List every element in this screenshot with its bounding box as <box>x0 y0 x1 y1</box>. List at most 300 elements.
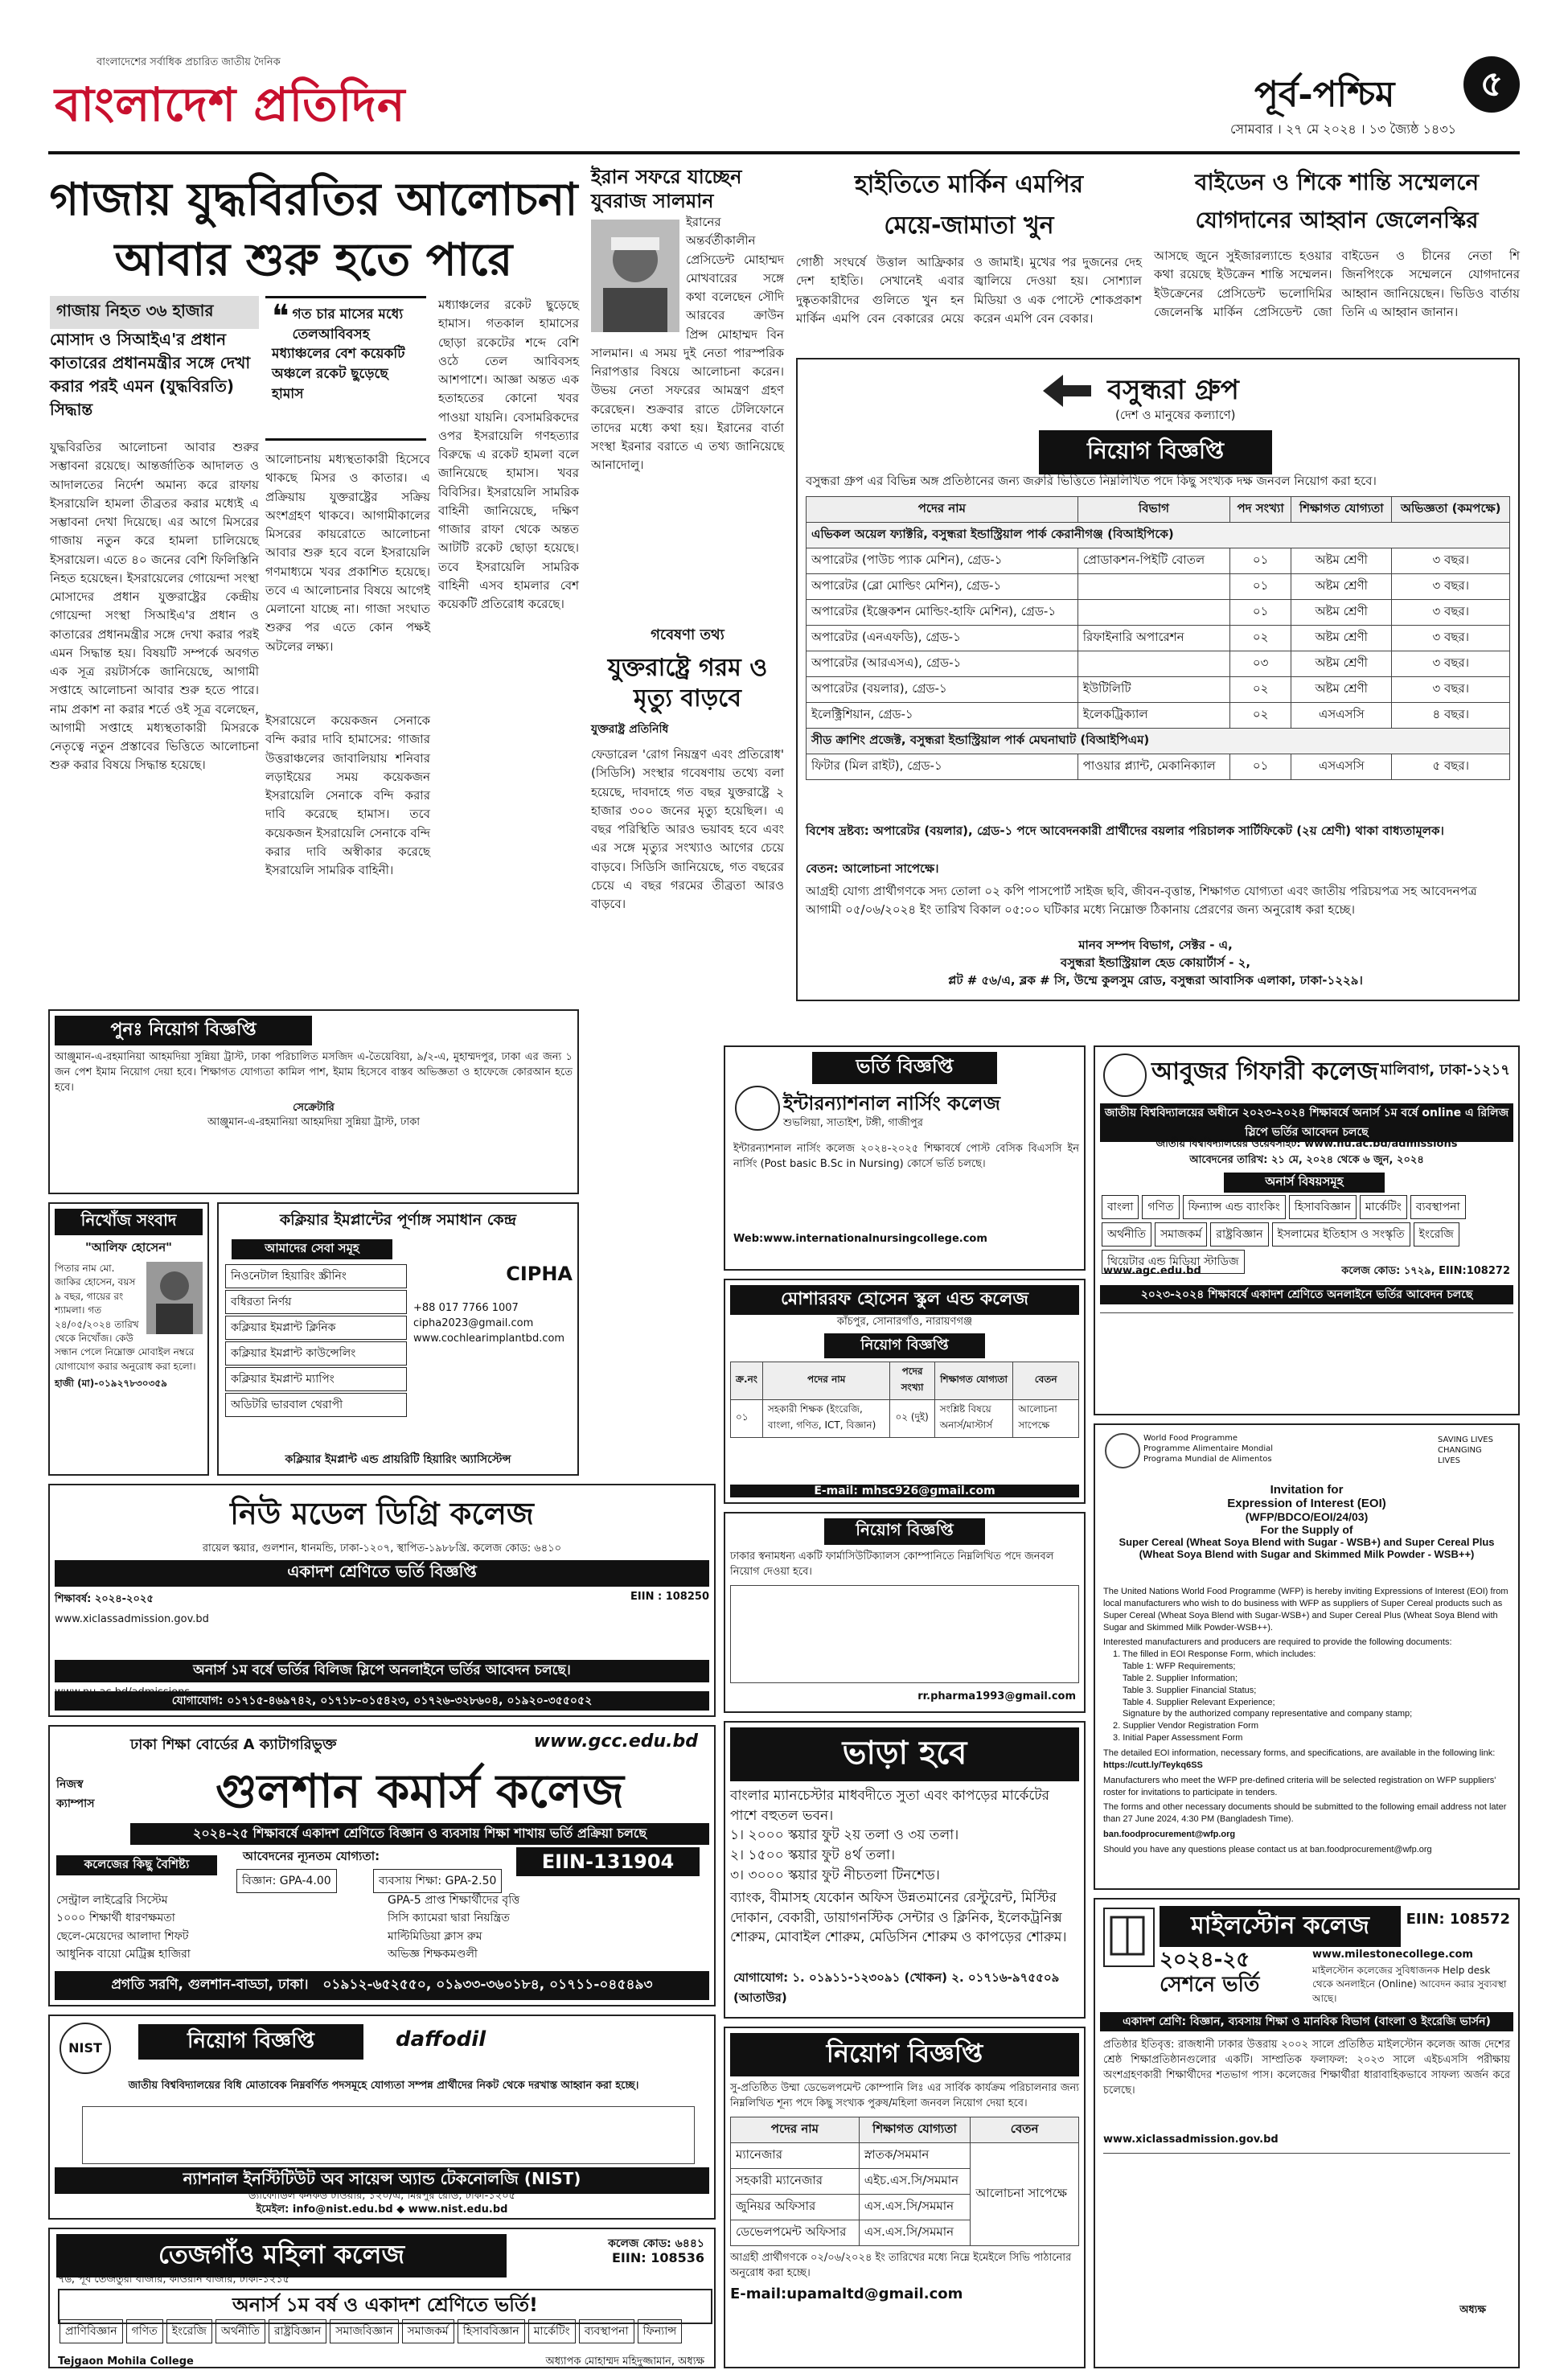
lead-body: যুদ্ধবিরতির আলোচনা আবার শুরুর সম্ভাবনা রয়েছে। আন্তর্জাতিক আদালত ও আদালতের নির্দেশ অমান্য করে রাফায় ইসরায়েলি হামলা তীব্রতর করার মধ্যেই এ সম্ভাবনা দেখা দিয়েছে। এর আগে মিসরের গাজায় নতুন করে হামলা চালিয়েছে ইসরায়েল। এতে ৪০ জনের বেশি ফিলিস্তিনি নিহত হয়েছেন। ইসরায়েলের গোয়েন্দা সংস্থা মোসাদের প্রধান যুক্তরাষ্ট্রের কেন্দ্রীয় গোয়েন্দা সংস্থা সিআইএ'র প্রধান ও কাতারের প্রধানমন্ত্রীর সঙ্গে দেখা করার পরই এমন সিদ্ধান্ত হয়। বিষয়টি সম্পর্কে অবগত এক সূত্র রয়টার্সকে জানিয়েছে, আগামী সপ্তাহে আলোচনা আবার শুরু হতে পারে। নাম প্রকাশ না করার শর্তে ওই সূত্র বলেছেন, আগামী সপ্তাহে মধ্যস্থতাকারী মিসরকে নেতৃত্বে নতুন প্রস্তাবের ভিত্তিতে আলোচনা শুরু করার বিষয়ে সিদ্ধান্ত হয়েছে। <box>50 440 259 773</box>
tejgaon-principal: অধ্যাপক মোহাম্মদ মহিদুজ্জামান, অধ্যক্ষ <box>545 2356 704 2368</box>
us-heat-kicker: গবেষণা তথ্য <box>651 626 724 643</box>
bashundhara-td: ৩ বছর। <box>1392 548 1510 574</box>
masthead-logo: বাংলাদেশ প্রতিদিন <box>55 77 406 132</box>
milestone-body: প্রতিষ্ঠার ইতিবৃত্ত: রাজধানী ঢাকার উত্তরায় ২০০২ সালে প্রতিষ্ঠিত মাইলস্টোন কলেজ আজ দেশের শ্রেষ্ঠ শিক্ষাপ্রতিষ্ঠানগুলোর একটি। সাম্প্রতিক ফলাফল: ২০২৩ সালে এইচএসসি পরীক্ষায় অংশগ্রহণকারী শিক্ষার্থীদের শতভাগ পাস। কলেজের শিক্ষার্থীরা ধারাবাহিকভাবে সাফল্য অর্জন করে চলেছে। <box>1103 2039 1510 2097</box>
newmodel-web[interactable]: www.xiclassadmission.gov.bd <box>55 1612 209 1625</box>
mosharraf-th: ক্র.নং <box>731 1362 763 1399</box>
umama-ad <box>724 2027 1086 2368</box>
wfp-doc: Table 4. Supplier Relevant Experience; <box>1123 1697 1275 1707</box>
umama-td: এস.এস.সি/সমমান <box>859 2220 970 2245</box>
vara-item: ২। ১৫০০ স্কয়ার ফুট ৪র্থ তলা। <box>730 1846 896 1863</box>
mid-niyog-title: নিয়োগ বিজ্ঞপ্তি <box>824 1518 985 1545</box>
mid-niyog-body: ঢাকার স্বনামধন্য একটি ফার্মাসিউটিক্যালস কোম্পানিতে নিম্নলিখিত পদে জনবল নিয়োগ দেওয়া হবে। <box>730 1550 1054 1578</box>
gulshan-address: প্রগতি সরণি, গুলশান-বাড্ডা, ঢাকা। <box>111 1977 309 1993</box>
bashundhara-td: ০৩ <box>1230 651 1291 677</box>
missing-name: "আলিফ হোসেন" <box>85 1240 172 1255</box>
wfp-logo <box>1105 1433 1140 1468</box>
wfp-doc: Table 2. Supplier Information; <box>1123 1673 1238 1683</box>
wfp-doc: Table 3. Supplier Financial Status; <box>1123 1685 1257 1695</box>
bashundhara-salary: বেতন: আলোচনা সাপেক্ষে। <box>806 861 939 876</box>
wfp-title-5: (Wheat Soya Blend with Sugar and Skimmed Milk Powder - WSB++) <box>1139 1548 1475 1560</box>
wfp-p2: Interested manufacturers and producers are required to provide the following documents: <box>1103 1637 1452 1648</box>
biden-story <box>1154 165 1520 350</box>
bashundhara-intro: বসুন্ধরা গ্রুপ এর বিভিন্ন অঙ্গ প্রতিষ্ঠানের জন্য জরুরি ভিত্তিতে নিম্নলিখিত পদে কিছু সংখ্যক দক্ষ জনবল নিয়োগ করা হবে। <box>806 474 1377 488</box>
cipha-contact <box>408 1263 573 1419</box>
bashundhara-td: ৩ বছর। <box>1392 574 1510 600</box>
haiti-headline-line2: মেয়ে-জামাতা খুন <box>884 212 1054 240</box>
bashundhara-td: ৪ বছর। <box>1392 703 1510 729</box>
bashundhara-td: অষ্টম শ্রেণী <box>1291 626 1392 651</box>
dateline: সোমবার । ২৭ মে ২০২৪ । ১৩ জ্যৈষ্ঠ ১৪৩১ <box>1230 121 1457 137</box>
nursing-college: ইন্টারন্যাশনাল নার্সিং কলেজ <box>783 1092 1000 1115</box>
newmodel-contact: যোগাযোগ: ০১৭১৫-৪৬৯৭৪২, ০১৭১৮-০১৫৪২৩, ০১৭২৬-৩২৮৬০৪, ০১৯২০-৩৫৫০৫২ <box>55 1691 709 1711</box>
missing-photo <box>146 1262 203 1334</box>
bashundhara-logo <box>1039 371 1095 411</box>
vara-ad <box>724 1721 1086 2019</box>
table-section-row <box>807 729 1510 754</box>
nursing-title: ভর্তি বিজ্ঞপ্তি <box>812 1052 997 1084</box>
nursing-address: শুভলিয়া, সাতাইশ, টঙ্গী, গাজীপুর <box>783 1117 923 1129</box>
gulshan-features <box>56 1891 708 1964</box>
gulshan-phones: ০১৯১২-৬৫২৫৫০, ০১৯৩৩-৩৬০১৮৪, ০১৭১১-০৪৫৪৯৩ <box>322 1977 653 1993</box>
bashundhara-td: অষ্টম শ্রেণী <box>1291 574 1392 600</box>
mosharraf-td: আলোচনা সাপেক্ষে <box>1013 1399 1079 1437</box>
bashundhara-td <box>1077 651 1229 677</box>
nist-contact: ইমেইল: info@nist.edu.bd ◆ www.nist.edu.bd <box>256 2204 508 2216</box>
gulshan-band: ২০২৪-২৫ শিক্ষাবর্ষে একাদশ শ্রেণিতে বিজ্ঞান ও ব্যবসায় শিক্ষা শাখায় ভর্তি প্রক্রিয়া চলছে <box>130 1823 709 1845</box>
gulshan-eiin: EIIN-131904 <box>516 1847 700 1876</box>
cipha-service: কক্লিয়ার ইমপ্লান্ট ম্যাপিং <box>225 1367 407 1391</box>
gulshan-feature: সেন্ট্রাল লাইব্রেরি সিস্টেম <box>56 1894 168 1907</box>
page-number: ৫ <box>1463 56 1520 113</box>
gulshan-title: গুলশান কমার্স কলেজ <box>215 1764 624 1818</box>
bashundhara-td: ৩ বছর। <box>1392 651 1510 677</box>
lead-kicker: মোসাদ ও সিআইএ'র প্রধান কাতারের প্রধানমন্ত্রীর সঙ্গে দেখা করার পরই এমন (যুদ্ধবিরতি) সিদ্ধান্ত <box>50 330 251 419</box>
bashundhara-td: অপারেটর (পাউচ প্যাক মেশিন), গ্রেড-১ <box>807 548 1078 574</box>
lead-pullquote <box>265 296 426 441</box>
nursing-web[interactable]: Web:www.internationalnursingcollege.com <box>733 1233 987 1245</box>
mosharraf-address: কাঁচপুর, সোনারগাঁও, নারায়ণগঞ্জ <box>836 1316 973 1328</box>
cipha-ad <box>217 1202 579 1476</box>
bashundhara-td: প্রোডাকশন-পিইটি বোতল <box>1077 548 1229 574</box>
gulshan-feature: GPA-5 প্রাপ্ত শিক্ষার্থীদের বৃত্তি <box>388 1894 520 1907</box>
subject-pill: গণিত <box>126 2319 163 2343</box>
bashundhara-apply: আগ্রহী যোগ্য প্রার্থীগণকে সদ্য তোলা ০২ কপি পাসপোর্ট সাইজ ছবি, জীবন-বৃত্তান্ত, শিক্ষাগত যোগ্যতা এবং জাতীয় পরিচয়পত্র সহ আবেদনপত্র আগামী ০৫/০৬/২০২৪ ইং তারিখ বিকাল ০৫:০০ ঘটিকার মধ্যে নিম্নোক্ত ঠিকানায় প্রেরণের জন্য অনুরোধ করা হচ্ছে। <box>806 884 1477 917</box>
bashundhara-td: এসএসসি <box>1291 754 1392 780</box>
bashundhara-td: ইলেকট্রিক্যাল <box>1077 703 1229 729</box>
masthead-rule <box>48 151 1520 154</box>
mosharraf-th: পদের সংখ্যা <box>890 1362 934 1399</box>
bashundhara-td: অষ্টম শ্রেণী <box>1291 600 1392 626</box>
bashundhara-td: এসএসসি <box>1291 703 1392 729</box>
wfp-doc: 3. Initial Paper Assessment Form <box>1113 1733 1243 1744</box>
cipha-footer: কক্লিয়ার ইমপ্লান্ট এন্ড প্রায়রিটি হিয়ারিং অ্যাসিস্টেন্স <box>285 1453 511 1466</box>
mosharraf-th: বেতন <box>1013 1362 1079 1399</box>
missing-title: নিখোঁজ সংবাদ <box>55 1209 203 1235</box>
wfp-heading <box>1102 1483 1512 1560</box>
bashundhara-th: বিভাগ <box>1077 497 1229 523</box>
missing-body: পিতার নাম মো. জাকির হোসেন, বয়স ৯ বছর, গায়ের রং শ্যামলা। গত ২৪/০৫/২০২৪ তারিখ থেকে নিখোঁজ। কেউ সন্ধান পেলে নিম্নোক্ত মোবাইল নম্বরে যোগাযোগ করার অনুরোধ করা হলো। <box>55 1263 196 1372</box>
bashundhara-td: পাওয়ার প্ল্যান্ট, মেকানিক্যাল <box>1077 754 1229 780</box>
abuzar-city: মালিবাগ, ঢাকা-১২১৭ <box>1380 1062 1510 1078</box>
mid-niyog-table <box>730 1585 1079 1683</box>
lead-body-3: আলোচনায় মধ্যস্থতাকারী হিসেবে থাকছে মিসর ও কাতার। এ প্রক্রিয়ায় যুক্তরাষ্ট্রের সক্রিয় অংশগ্রহণ থাকবে। আগামীকালের মিসরের কায়রোতে আলোচনা আবার শুরু হবে বলে ইসরায়েলি গণমাধ্যমে খবর প্রকাশিত হয়েছে। তবে এ আলোচনার বিষয়ে আগেই মেলানো যাচ্ছে না। গাজা সংঘাত শুরুর পর এতে কোন পক্ষই অটলের লক্ষ্য। <box>265 452 430 654</box>
milestone-logo <box>1103 1908 1155 1967</box>
cipha-service: নিওনেটাল হিয়ারিং স্ক্রীনিং <box>225 1264 407 1288</box>
table-row <box>807 600 1510 626</box>
nist-brand: daffodil <box>396 2027 486 2052</box>
bashundhara-address-2: বসুন্ধরা ইন্ডাস্ট্রিয়াল হেড কোয়ার্টার্স - ২, <box>1060 955 1251 970</box>
nist-name: ন্যাশনাল ইনস্টিটিউট অব সায়েন্স অ্যান্ড টেকনোলজি (NIST) <box>55 2167 709 2194</box>
gulshan-science: বিজ্ঞান: GPA-4.00 <box>236 1869 337 1893</box>
wfp-title-2: Expression of Interest (EOI) <box>1227 1497 1386 1510</box>
subject-pill: হিসাববিজ্ঞান <box>458 2319 525 2343</box>
bashundhara-section: এভিকল অয়েল ফ্যাক্টরি, বসুন্ধরা ইন্ডাস্ট্রিয়াল পার্ক কেরানীগঞ্জ (বিআইপিকে) <box>807 523 1510 548</box>
newmodel-title: নিউ মডেল ডিগ্রি কলেজ <box>230 1496 534 1531</box>
table-row <box>807 754 1510 780</box>
milestone-web[interactable]: www.milestonecollege.com <box>1312 1949 1473 1961</box>
gulshan-feature: ১০০০ শিক্ষার্থী ধারণক্ষমতা <box>56 1912 175 1925</box>
mosharraf-email: E-mail: mhsc926@gmail.com <box>730 1485 1079 1497</box>
mosharraf-td: সংশ্লিষ্ট বিষয়ে অনার্স/মাস্টার্স <box>934 1399 1013 1437</box>
us-heat-story <box>591 623 784 1074</box>
bashundhara-brand-tag: (দেশ ও মানুষের কল্যাণে) <box>1115 408 1236 422</box>
lead-sidebar-label: গাজায় নিহত ৩৬ হাজার <box>50 296 259 329</box>
bashundhara-td: অষ্টম শ্রেণী <box>1291 651 1392 677</box>
bashundhara-td: ৩ বছর। <box>1392 677 1510 703</box>
umama-td: এস.এস.সি/সমমান <box>859 2194 970 2220</box>
umama-salary: আলোচনা সাপেক্ষে <box>971 2142 1079 2245</box>
umama-th: বেতন <box>971 2117 1079 2142</box>
abuzar-date: আবেদনের তারিখ: ২১ মে, ২০২৪ থেকে ৬ জুন, ২০২৪ <box>1189 1154 1424 1166</box>
biden-body: আসছে জুনে সুইজারল্যান্ডে হওয়ার কথা রয়েছে ইউক্রেন শান্তি সম্মেলন। ইউক্রেনের প্রেসিডেন্ট ভলোদিমির জেলেনস্কি মার্কিন প্রেসিডেন্ট জো বাইডেন ও চীনের নেতা শি জিনপিংকে সম্মেলনে যোগদানের আহ্বান জানিয়েছেন। ভিডিও বার্তায় তিনি এ আহ্বান জানান। <box>1154 248 1520 319</box>
subject-pill: সমাজকর্ম <box>1155 1222 1207 1247</box>
tejgaon-address: ৭৬, পূর্ব তেজতুরী বাজার, কাওরান বাজার, ঢাকা-১২১৫ <box>58 2273 290 2286</box>
punoh-niyog-ad <box>48 1009 579 1194</box>
pullquote-text: গত চার মাসের মধ্যে তেলআবিবসহ মধ্যাঞ্চলের বেশ কয়েকটি অঞ্চলে রকেট ছুড়েছে হামাস <box>272 306 405 402</box>
nursing-logo <box>735 1086 780 1131</box>
us-heat-byline: যুক্তরাষ্ট্র প্রতিনিধি <box>591 723 669 736</box>
nursing-body: ইন্টারন্যাশনাল নার্সিং কলেজ ২০২৪-২০২৫ শিক্ষাবর্ষে পোস্ট বেসিক বিএসসি ইন নার্সিং (Post basic B.Sc in Nursing) কোর্সে ভর্তি চলছে। <box>733 1143 1079 1170</box>
missing-contact: হাজী (মা)-০১৯২৭৮৩০৩৫৯ <box>55 1378 167 1390</box>
table-row <box>807 651 1510 677</box>
vara-use: ব্যাংক, বীমাসহ যেকোন অফিস উন্নতমানের রেস্টুরেন্ট, মিস্টির দোকান, বেকারী, ডায়াগনস্টিক সেন্টার ও ক্লিনিক, ইলেকট্রনিক্স শোরুম, মোবাইল শোরুম, মেডিসিন শোরুম ও কাপড়ের শোরুম। <box>730 1890 1067 1946</box>
umama-th: পদের নাম <box>731 2117 860 2142</box>
gulshan-features-label: কলেজের কিছু বৈশিষ্ট্য <box>56 1855 217 1875</box>
vara-item: ৩। ৩০০০ স্কয়ার ফুট নীচতলা টিনশেড। <box>730 1867 940 1883</box>
table-row <box>807 548 1510 574</box>
haiti-headline-line1: হাইতিতে মার্কিন এমপির <box>854 170 1084 199</box>
wfp-ref: (WFP/BDCO/EOI/24/03) <box>1245 1510 1369 1523</box>
biden-headline-line1: বাইডেন ও শিকে শান্তি সম্মেলনে <box>1194 169 1480 195</box>
mosharraf-th: পদের নাম <box>762 1362 890 1399</box>
wfp-p3: The detailed EOI information, necessary forms, and specifications, are available in the following link: <box>1103 1748 1496 1758</box>
newmodel-band: একাদশ শ্রেণিতে ভর্তি বিজ্ঞপ্তি <box>55 1560 709 1587</box>
gulshan-web[interactable]: www.gcc.edu.bd <box>533 1731 698 1752</box>
subject-pill: ফিন্যান্স <box>638 2319 683 2343</box>
vara-item: ১। ২০০০ স্কয়ার ফুট ২য় তলা ও ৩য় তলা। <box>730 1827 959 1844</box>
umama-td: সহকারী ম্যানেজার <box>731 2168 860 2194</box>
table-row <box>807 703 1510 729</box>
subject-pill: মার্কেটিং <box>1360 1195 1407 1219</box>
punoh-body: আঞ্জুমান-এ-রহমানিয়া আহমদিয়া সুন্নিয়া ট্রাস্ট, ঢাকা পরিচালিত মসজিদ এ-তৈয়েবিয়া, ৯/২-এ, মুহাম্মদপুর, ঢাকা এর জন্য ১ জন পেশ ইমাম নিয়োগ দেয়া হবে। শিক্ষাগত যোগ্যতা কামিল পাশ, ইমাম হিসেবে বাস্তব অভিজ্ঞতা ও হাফেজে কোরআন হতে হবে। <box>55 1051 573 1094</box>
gulshan-feature: মাল্টিমিডিয়া ক্লাস রুম <box>388 1929 482 1943</box>
subject-pill: মার্কেটিং <box>528 2319 576 2343</box>
gulshan-campus: নিজস্ব ক্যাম্পাস <box>56 1778 95 1810</box>
umama-title: নিয়োগ বিজ্ঞপ্তি <box>730 2033 1079 2076</box>
bashundhara-th: পদের নাম <box>807 497 1078 523</box>
bashundhara-title: নিয়োগ বিজ্ঞপ্তি <box>1039 430 1272 474</box>
bashundhara-td: অপারেটর (আরএসএ), গ্রেড-১ <box>807 651 1078 677</box>
wfp-email[interactable]: ban.foodprocurement@wfp.org <box>1103 1830 1236 1840</box>
umama-email: E-mail:upamaltd@gmail.com <box>730 2286 963 2303</box>
cipha-service: অডিটরি ভারবাল থেরাপী <box>225 1393 407 1417</box>
wfp-p5: The forms and other necessary documents should be submitted to the following email address not later than 27 June 2024, 4:30 PM (Bangladesh Time). <box>1103 1802 1507 1825</box>
wfp-title-1: Invitation for <box>1270 1483 1344 1497</box>
umama-td: জুনিয়র অফিসার <box>731 2194 860 2220</box>
quote-icon: ❝ <box>272 298 289 335</box>
bashundhara-table <box>806 496 1510 780</box>
tejgaon-band: অনার্স ১ম বর্ষ ও একাদশ শ্রেণিতে ভর্তি! <box>58 2289 712 2324</box>
lead-body-2: মধ্যাঞ্চলের রকেট ছুড়েছে হামাস। গতকাল হামাসের ছোড়া রকেটের শব্দে বেশি ওঠে তেল আবিবসহ আশপাশে। আজ্ঞা অন্তত এক হতাহতের কোনো খবর পাওয়া যায়নি। বেসামরিকদের ওপর ইসরায়েলি গণহত্যার বিরুদ্ধে এ রকেট হামলা বলে জানিয়েছে হামাস। খবর বিবিসির। ইসরায়েলি সামরিক বাহিনী জানিয়েছে, দক্ষিণ গাজার রাফা থেকে অন্তত আটটি রকেট ছোড়া হয়েছে। তবে ইসরায়েলি সামরিক বাহিনী এসব হামলার বেশ কয়েকটি প্রতিরোধ করেছে। <box>438 298 579 611</box>
punoh-signature: সেক্রেটারি <box>293 1101 335 1114</box>
mosharraf-ad <box>724 1279 1086 1504</box>
bashundhara-td: ফিটার (মিল রাইট), গ্রেড-১ <box>807 754 1078 780</box>
bashundhara-td: অপারেটর (ব্লো মোল্ডিং মেশিন), গ্রেড-১ <box>807 574 1078 600</box>
umama-table <box>730 2117 1079 2246</box>
bashundhara-address-3: প্লট # ৫৬/এ, ব্লক # সি, উম্মে কুলসুম রোড, বসুন্ধরা আবাসিক এলাকা, ঢাকা-১২২৯। <box>948 972 1363 988</box>
wfp-p6: Should you have any questions please contact us at ban.foodprocurement@wfp.org <box>1103 1844 1432 1854</box>
nist-body: জাতীয় বিশ্ববিদ্যালয়ের বিধি মোতাবেক নিম্নবর্ণিত পদসমূহে যোগ্যতা সম্পন্ন প্রার্থীদের নিকট থেকে দরখাস্ত আহ্বান করা হচ্ছে। <box>128 2080 639 2092</box>
milestone-principal: অধ্যক্ষ <box>1459 2304 1486 2317</box>
bashundhara-td: ০১ <box>1230 600 1291 626</box>
bashundhara-td: ০১ <box>1230 548 1291 574</box>
missing-ad <box>48 1202 209 1476</box>
newmodel-address: রায়েল স্কয়ার, গুলশান, ধানমন্ডি, ঢাকা-১২০৭, স্থাপিত-১৯৮৮খ্রি. কলেজ কোড: ৬৪১০ <box>202 1542 562 1555</box>
bashundhara-td: ০১ <box>1230 574 1291 600</box>
subject-pill: গণিত <box>1142 1195 1179 1219</box>
abuzar-logo <box>1103 1054 1147 1097</box>
abuzar-subjects <box>1100 1193 1513 1275</box>
umama-td: স্নাতক/সমমান <box>859 2142 970 2168</box>
bashundhara-th: পদ সংখ্যা <box>1230 497 1291 523</box>
nursing-ad <box>724 1045 1086 1271</box>
bashundhara-td: ইলেক্ট্রিশিয়ান, গ্রেড-১ <box>807 703 1078 729</box>
portrait-image <box>591 220 679 332</box>
new-model-ad <box>48 1484 716 1717</box>
bashundhara-th: অভিজ্ঞতা (কমপক্ষে) <box>1392 497 1510 523</box>
abuzar-web-1[interactable]: জাতীয় বিশ্ববিদ্যালয়ের ওয়েবসাইট: www.nu.ac.bd/admissions <box>1155 1138 1458 1150</box>
wfp-ad <box>1094 1423 1520 1890</box>
bashundhara-table-wrap <box>806 496 1510 780</box>
bashundhara-td: ইউটিলিটি <box>1077 677 1229 703</box>
milestone-session: ২০২৪-২৫ সেশনে ভর্তি <box>1160 1948 1260 1998</box>
table-row <box>807 626 1510 651</box>
wfp-doc: Signature by the authorized company representative and company stamp; <box>1123 1709 1413 1719</box>
abuzar-band-1: জাতীয় বিশ্ববিদ্যালয়ের অধীনে ২০২৩-২০২৪ শিক্ষাবর্ষে অনার্স ১ম বর্ষে online এ রিলিজ স্লিপে ভর্তির আবেদন চলছে <box>1100 1103 1513 1142</box>
mosharraf-td: ০২ (দুই) <box>890 1399 934 1437</box>
milestone-web-2[interactable]: www.xiclassadmission.gov.bd <box>1103 2134 1279 2146</box>
us-heat-headline: যুক্তরাষ্ট্রে গরম ও মৃত্যু বাড়বে <box>607 654 768 713</box>
wfp-org-fr: Programme Alimentaire Mondial <box>1143 1444 1274 1453</box>
bashundhara-td: ৩ বছর। <box>1392 600 1510 626</box>
lead-headline-line1: গাজায় যুদ্ধবিরতির আলোচনা <box>49 174 578 226</box>
abuzar-eiin: কলেজ কোড: ১৭২৯, EIIN:108272 <box>1341 1265 1510 1277</box>
mosharraf-band: নিয়োগ বিজ্ঞপ্তি <box>824 1333 985 1358</box>
bashundhara-ad <box>796 358 1520 1001</box>
table-section-row <box>807 523 1510 548</box>
mosharraf-th: শিক্ষাগত যোগ্যতা <box>934 1362 1013 1399</box>
bashundhara-td: অষ্টম শ্রেণী <box>1291 677 1392 703</box>
subject-pill: ইংরেজি <box>1414 1222 1459 1247</box>
mosharraf-title: মোশাররফ হোসেন স্কুল এন্ড কলেজ <box>730 1285 1079 1315</box>
subject-pill: ইসলামের ইতিহাস ও সংস্কৃতি <box>1272 1222 1410 1247</box>
subject-pill: অর্থনীতি <box>1102 1222 1151 1247</box>
wfp-org-en: World Food Programme <box>1143 1434 1238 1443</box>
newmodel-session: শিক্ষাবর্ষ: ২০২৪-২০২৫ <box>55 1592 154 1605</box>
haiti-story <box>796 165 1142 350</box>
abuzar-ad <box>1094 1045 1520 1415</box>
milestone-ad <box>1094 1898 1520 2368</box>
abuzar-web-2[interactable]: www.agc.edu.bd <box>1103 1265 1201 1277</box>
tejgaon-subjects <box>58 2318 709 2345</box>
milestone-band: একাদশ শ্রেণি: বিজ্ঞান, ব্যবসায় শিক্ষা ও মানবিক বিভাগ (বাংলা ও ইংরেজি ভার্সন) <box>1100 2012 1513 2031</box>
subject-pill: ব্যবস্থাপনা <box>579 2319 634 2343</box>
bashundhara-td: ০২ <box>1230 703 1291 729</box>
gulshan-contact-bar <box>55 1971 709 2000</box>
bashundhara-td: ০২ <box>1230 677 1291 703</box>
cipha-services-label: আমাদের সেবা সমূহ <box>232 1239 392 1259</box>
mosharraf-td: সহকারী শিক্ষক (ইংরেজি, বাংলা, গণিত, ICT, বিজ্ঞান) <box>762 1399 890 1437</box>
masthead <box>48 48 1520 145</box>
mbs-body: ইরানের অন্তর্বর্তীকালীন প্রেসিডেন্ট মোহাম্মদ মোখবারের সঙ্গে কথা বলেছেন সৌদি আরবের ক্রাউন প্রিন্স মোহাম্মদ বিন সালমান। এ সময় দুই নেতা পারস্পরিক নিরাপত্তার বিষয়ে আলোচনা করেন। উভয় নেতা সফরের আমন্ত্রণ গ্রহণ করেছেন। শুক্রবার রাতে টেলিফোনে তাদের মধ্যে কথা হয়। ইরানের বার্তা সংস্থা ইরনার বরাতে এ তথ্য জানিয়েছে আনাদোলু। <box>591 215 784 473</box>
mbs-photo <box>591 220 679 332</box>
wfp-link[interactable]: https://cutt.ly/Teykq6SS <box>1103 1760 1203 1770</box>
milestone-helpdesk: মাইলস্টোন কলেজের সুবিধাজনক Help desk থেকে অনলাইনে (Online) আবেদন করার সুব্যবস্থা আছে। <box>1312 1965 1507 2004</box>
newmodel-band-2: অনার্স ১ম বর্ষে ভর্তির বিলিজ স্লিপে অনলাইনে ভর্তির আবেদন চলছে। <box>55 1660 709 1682</box>
mid-niyog-email: rr.pharma1993@gmail.com <box>917 1690 1076 1703</box>
bashundhara-td: অপারেটর (বয়লার), গ্রেড-১ <box>807 677 1078 703</box>
bashundhara-note: বিশেষ দ্রষ্টব্য: অপারেটর (বয়লার), গ্রেড-১ পদে আবেদনকারী প্রার্থীদের বয়লার পরিচালক সার্টিফিকেট (২য় শ্রেণী) থাকা বাধ্যতামূলক। <box>806 824 1444 838</box>
umama-th: শিক্ষাগত যোগ্যতা <box>859 2117 970 2142</box>
wfp-org-es: Programa Mundial de Alimentos <box>1143 1455 1272 1464</box>
wfp-tagline: SAVING LIVES CHANGING LIVES <box>1438 1435 1493 1465</box>
haiti-body: গোষ্ঠী সংঘর্ষে উত্তাল আফ্রিকার দেশ হাইতি। সেখানেই এবার দুষ্কৃতকারীদের গুলিতে খুন হন মার্কিন এমপি বেন বেকারের মেয়ে ও জামাই। মুখের পর দুজনের দেহ জ্বালিয়ে দেওয়া হয়। সোশ্যাল মিডিয়া ও এক পোস্টে শোকপ্রকাশ করেন এমপি বেন বেকার। <box>796 255 1142 326</box>
abuzar-title: আবুজর গিফারী কলেজ <box>1151 1058 1379 1086</box>
punoh-org: আঞ্জুমান-এ-রহমানিয়া আহমদিয়া সুন্নিয়া ট্রাস্ট, ঢাকা <box>207 1116 420 1129</box>
umama-deadline: আগ্রহী প্রার্থীগণকে ০২/০৬/২০২৪ ইং তারিখের মধ্যে নিম্নে ইমেইলে সিভি পাঠানোর অনুরোধ করা হচ্ছে। <box>730 2251 1072 2279</box>
umama-td: এইচ.এস.সি/সমমান <box>859 2168 970 2194</box>
gulshan-feature: ছেলে-মেয়েদের আলাদা শিফট <box>56 1929 189 1943</box>
wfp-doc: Table 1: WFP Requirements; <box>1123 1661 1236 1672</box>
tejgaon-eiin: EIIN: 108536 <box>612 2250 704 2265</box>
mbs-headline: ইরান সফরে যাচ্ছেন যুবরাজ সালমান <box>591 166 742 212</box>
subject-pill: বাংলা <box>1102 1195 1139 1219</box>
abuzar-subjects-label: অনার্স বিষয়সমূহ <box>1224 1173 1385 1193</box>
biden-headline-line2: যোগদানের আহ্বান জেলেনস্কির <box>1195 207 1479 233</box>
tejgaon-code: কলেজ কোড: ৬৪৪১ <box>608 2237 704 2250</box>
subject-pill: থিয়েটার এন্ড মিডিয়া স্টাডিজ <box>1102 1250 1245 1274</box>
gulshan-feature: আধুনিক বায়ো মেট্রিক্স হাজিরা <box>56 1948 191 1961</box>
subject-pill: ফিন্যান্স এন্ড ব্যাংকিং <box>1183 1195 1286 1219</box>
bashundhara-td: অষ্টম শ্রেণী <box>1291 548 1392 574</box>
tejgaon-title: তেজগাঁও মহিলা কলেজ <box>56 2234 507 2277</box>
gulshan-min-label: আবেদনের ন্যূনতম যোগ্যতা: <box>243 1849 380 1863</box>
lead-headline-line2: আবার শুরু হতে পারে <box>114 234 513 286</box>
cipha-body <box>224 1263 573 1419</box>
gulshan-feature: সিসি ক্যামেরা দ্বারা নিয়ন্ত্রিত <box>388 1912 510 1925</box>
mbs-story <box>591 165 784 615</box>
umama-body: সু-প্রতিষ্ঠিত উম্মা ডেভেলপমেন্ট কোম্পানি লিঃ এর সার্বিক কার্যক্রম পরিচালনার জন্য নিম্নলিখিত শূন্য পদে কিছু সংখ্যক পুরুষ/মহিলা জনবল নিয়োগ দেয়া হবে। <box>730 2082 1079 2109</box>
subject-pill: অর্থনীতি <box>215 2319 265 2343</box>
bashundhara-section: সীড ক্রাশিং প্রজেক্ট, বসুন্ধরা ইন্ডাস্ট্রিয়াল পার্ক মেঘনাঘাট (বিআইপিএম) <box>807 729 1510 754</box>
bashundhara-th: শিক্ষাগত যোগ্যতা <box>1291 497 1392 523</box>
bashundhara-td: ০১ <box>1230 754 1291 780</box>
bashundhara-td <box>1077 600 1229 626</box>
mosharraf-table <box>730 1362 1079 1438</box>
vara-contact: যোগাযোগ: ১. ০১৯১১-১২৩০৯১ (খোকন) ২. ০১৭১৬-৯৭৫৫০৯ (আতাউর) <box>733 1970 1060 2005</box>
newmodel-eiin: EIIN : 108250 <box>630 1590 709 1603</box>
umama-td: ম্যানেজার <box>731 2142 860 2168</box>
bashundhara-td: ৩ বছর। <box>1392 626 1510 651</box>
wfp-org <box>1143 1433 1273 1464</box>
cipha-phone: +88 017 7766 1007 <box>413 1302 519 1314</box>
subject-pill: সমাজবিজ্ঞান <box>330 2319 398 2343</box>
bashundhara-td: ০২ <box>1230 626 1291 651</box>
bashundhara-address <box>806 937 1505 989</box>
bashundhara-address-1: মানব সম্পদ বিভাগ, সেক্টর - এ, <box>1078 938 1233 952</box>
mosharraf-td: ০১ <box>731 1399 763 1437</box>
wfp-p4: Manufacturers who meet the WFP pre-defined criteria will be selected registration on WFP suppliers' roster for invitations to participate in tenders. <box>1103 1775 1496 1797</box>
lead-body-4: ইসরায়েলে কয়েকজন সেনাকে বন্দি করার দাবি হামাসের: গাজার উত্তরাঞ্চলের জাবালিয়ায় শনিবার লড়াইয়ের সময় কয়েকজন ইসরায়েলি সেনাকে বন্দি করার দাবি করেছে হামাস। তবে কয়েকজন ইসরায়েলি সেনাকে বন্দি করার দাবি অস্বীকার করেছে ইসরায়েলি সামরিক বাহিনী। <box>265 713 430 877</box>
missing-child-photo <box>146 1262 203 1334</box>
vara-title: ভাড়া হবে <box>730 1727 1079 1781</box>
punoh-title: পুনঃ নিয়োগ বিজ্ঞপ্তি <box>55 1016 312 1045</box>
cipha-title: কক্লিয়ার ইমপ্লান্টের পূর্ণাঙ্গ সমাধান কেন্দ্র <box>279 1211 517 1229</box>
nist-ad <box>48 2015 716 2220</box>
bashundhara-td: রিফাইনারি অপারেশন <box>1077 626 1229 651</box>
table-row <box>731 2142 1079 2168</box>
bashundhara-td: অপারেটর (ইঞ্জেকশন মোল্ডিং-হাফি মেশিন), গ্রেড-১ <box>807 600 1078 626</box>
gulshan-board: ঢাকা শিক্ষা বোর্ডের A ক্যাটাগরিভুক্ত <box>130 1736 337 1753</box>
abuzar-band-2: ২০২৩-২০২৪ শিক্ষাবর্ষে একাদশ শ্রেণিতে অনলাইনে ভর্তির আবেদন চলছে <box>1100 1285 1513 1304</box>
wfp-doc: 2. Supplier Vendor Registration Form <box>1113 1721 1258 1731</box>
cipha-service: কক্লিয়ার ইমপ্লান্ট কাউন্সেলিং <box>225 1341 407 1366</box>
umama-td: ডেভেলপমেন্ট অফিসার <box>731 2220 860 2245</box>
subject-pill: ব্যবস্থাপনা <box>1410 1195 1466 1219</box>
subject-pill: ইংরেজি <box>166 2319 212 2343</box>
cipha-service: বধিরতা নির্ণয় <box>225 1290 407 1314</box>
milestone-book-icon <box>1105 1909 1150 1962</box>
vara-body: বাংলার ম্যানচেস্টার মাধবদীতে সুতা এবং কাপড়ের মার্কেটের পাশে বহুতল ভবন। <box>730 1788 1049 1824</box>
cipha-web: www.cochlearimplantbd.com <box>413 1332 565 1345</box>
bashundhara-brand: বসুন্ধরা গ্রুপ <box>1107 374 1239 406</box>
subject-pill: রাষ্ট্রবিজ্ঞান <box>269 2319 326 2343</box>
gulshan-ad <box>48 1725 716 2006</box>
table-row <box>807 574 1510 600</box>
milestone-details <box>1103 2153 1510 2323</box>
tejgaon-ad <box>48 2228 716 2368</box>
abuzar-details <box>1100 1312 1513 1410</box>
subject-pill: সমাজকর্ম <box>402 2319 454 2343</box>
nist-table <box>82 2106 695 2164</box>
bashundhara-td: অপারেটর (এনএফডি), গ্রেড-১ <box>807 626 1078 651</box>
section-title: পূর্ব-পশ্চিম <box>1254 74 1395 115</box>
us-heat-body: ফেডারেল 'রোগ নিয়ন্ত্রণ এবং প্রতিরোধ' (সিডিসি) সংস্থার গবেষণায় তথ্যে বলা হয়েছে, দাবদাহে গত বছর যুক্তরাষ্ট্রে ২ হাজার ৩০০ জনের মৃত্যু হয়েছিল। এ বছর পরিস্থিতি আরও ভয়াবহ হবে এবং এর সঙ্গে মৃত্যুর সংখ্যাও আগের চেয়ে বাড়বে। সিডিসি জানিয়েছে, গত বছরের চেয়ে এ বছর গরমের তীব্রতা আরও বাড়বে। <box>591 747 784 911</box>
mid-niyog-ad <box>724 1512 1086 1713</box>
cipha-brand: CIPHA <box>506 1263 573 1285</box>
cipha-email: cipha2023@gmail.com <box>413 1316 534 1329</box>
